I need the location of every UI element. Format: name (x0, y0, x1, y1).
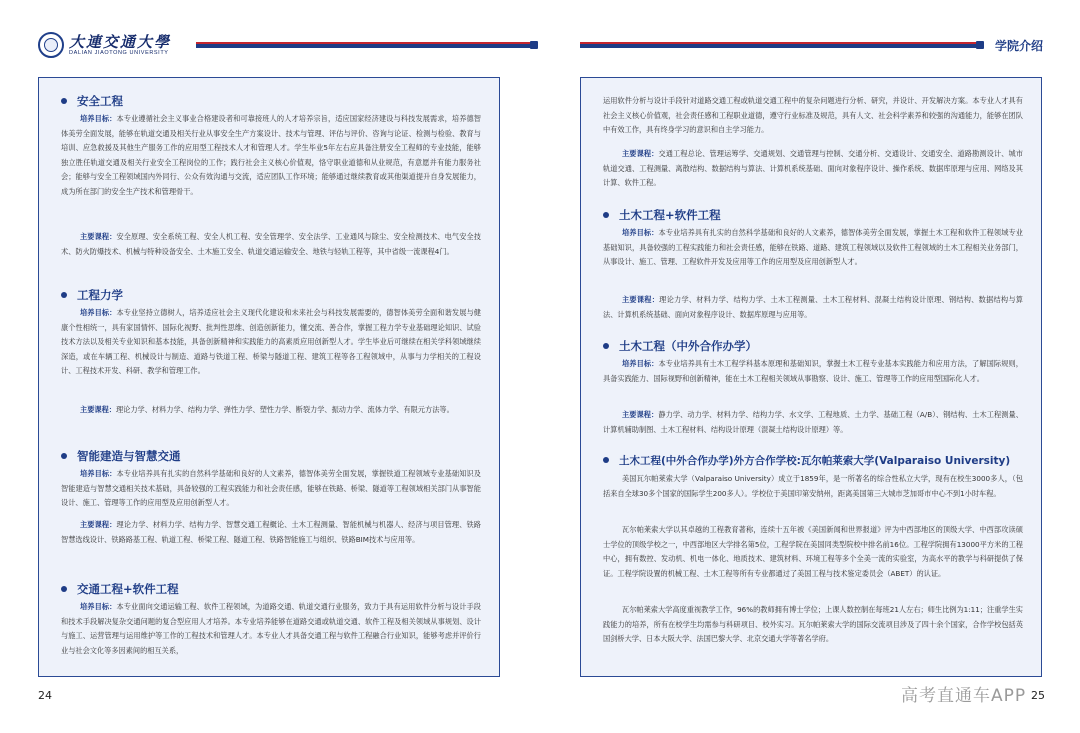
university-logo (38, 32, 171, 58)
paragraph-continuation: 运用软件分析与设计手段针对道路交通工程或轨道交通工程中的复杂问题进行分析、研究，并设计、开发解决方案。本专业人才具有社会主义核心价值观，社会责任感和工程职业道德，遵守行业标准及规范，具有人文、社会科学素养和较强的沟通能力，能够在团队中有效工作，具有终身学习的意识和自主学习能力。 (603, 96, 1023, 135)
logo-name-en: DALIAN JIAOTONG UNIVERSITY (69, 49, 169, 56)
paragraph-courses: 主要课程：交通工程总论、管理运筹学、交通规划、交通管理与控制、交通分析、交通设计、交通安全、道路勘测设计、城市轨道交通、工程测量、离散结构、数据结构与算法、计算机系统基础、面向对象程序设计、操作系统、数据库原理与应用、网络及其计算、软件工程。 (603, 149, 1023, 188)
header-stripe (196, 42, 532, 48)
bullet-icon (61, 453, 67, 459)
paragraph-goal: 培养目标：本专业面向交通运输工程、软件工程领域，为道路交通、轨道交通行业服务，致力于具有运用软件分析与设计手段和技术手段解决复杂交通问题的复合型应用人才培养。本专业培养能够在道路交通或轨道交通、软件工程及相关领域从事规划、设计与施工、运营管理与运用维护等工作的工程技术和管理人才。本专业人才具备交通工程与软件工程融合行业知识，能够考虑并评价行业与社会文化等多因素间的相互关系， (61, 602, 481, 655)
paragraph-valparaiso-engineering: 瓦尔帕莱索大学以其卓越的工程教育著称，连续十五年被《美国新闻和世界报道》评为中西部地区的顶级大学、中西部攻读硕士学位的顶级学校之一，中西部地区大学排名第5位，工程学院在美国同类型院校中排名前16位。工程学院拥有13000平方米的工程中心，拥有数控、发动机、机电一体化、地质技术、建筑材料、环境工程等多个全美一流的实验室，为高水平的教学与科研提供了保证。工程学院设置的机械工程、土木工程等所有专业都通过了美国工程与技术鉴定委员会（ABET）的认证。 (603, 525, 1023, 578)
paragraph-goal: 培养目标：本专业遵循社会主义事业合格建设者和可靠接班人的人才培养宗旨，适应国家经济建设与科技发展需求，培养德智体美劳全面发展，能够在轨道交通及相关行业从事安全生产方案设计、技术与管理、评估与评价、咨询与论证、检测与检验、教育与培训、应急救援及其他生产服务工作的应用型工程技术人才和管理人才。学生毕业5年左右应具备注册安全工程师的专业技能，能够独立胜任轨道交通及相关行业安全工程岗位的工作；践行社会主义核心价值观，恪守职业道德和从业规范，有意愿并有能力服务社会；能够与安全工程领域国内外同行、公众有效沟通与交流，适应团队工作环境；能够通过继续教育或其他渠道提升自身发展能力，成为所在部门的安全生产技术和管理骨干。 (61, 114, 481, 196)
paragraph-courses: 主要课程：静力学、动力学、材料力学、结构力学、水文学、工程地质、土力学、基础工程（A/B）、钢结构、土木工程测量、计算机辅助制图、土木工程材料、结构设计原理（混凝土结构设计原理）等。 (603, 410, 1023, 434)
paragraph-goal: 培养目标：本专业坚持立德树人，培养适应社会主义现代化建设和未来社会与科技发展需要的，德智体美劳全面和谐发展与健康个性相统一，具有家国情怀、国际化视野、批判性思维、创造创新能力，懂交流、善合作，掌握工程力学专业基础理论知识、试验技术方法以及相关专业知识和基本技能，具备创新精神和实践能力的高素质应用创新型人才。学生毕业后可继续在相关学科领域继续深造，或在车辆工程、机械设计与制造、道路与铁道工程、桥梁与隧道工程、建筑工程等各工程领域中，从事与力学相关的工程设计、工程技术开发、科研、教学和管理工作。 (61, 308, 481, 376)
paragraph-courses: 主要课程：理论力学、材料力学、结构力学、土木工程测量、土木工程材料、混凝土结构设计原理、钢结构、数据结构与算法、计算机系统基础、面向对象程序设计、数据库原理与应用等。 (603, 295, 1023, 319)
paragraph-valparaiso-intro: 美国瓦尔帕莱索大学（Valparaiso University）成立于1859年，是一所著名的综合性私立大学，现有在校生3000多人，（包括来自全球30多个国家的国际学生200多人）。学校位于美国印第安纳州，距离美国第三大城市芝加哥市中心不到1小时车程。 (603, 474, 1023, 498)
bullet-icon (603, 457, 609, 463)
bullet-icon (61, 586, 67, 592)
paragraph-courses: 主要课程：理论力学、材料力学、结构力学、智慧交通工程概论、土木工程测量、智能机械与机器人、经济与项目管理、铁路智慧选线设计、铁路路基工程、轨道工程、桥梁工程、隧道工程、铁路智能施工与组织、铁路BIM技术与应用等。 (61, 520, 481, 544)
paragraph-goal: 培养目标：本专业培养具有扎实的自然科学基础和良好的人文素养，德智体美劳全面发展，掌握铁道工程领域专业基础知识及智能建造与智慧交通相关技术基础，具备较强的工程实践能力和社会责任感，能够在铁路、桥梁、隧道等工程领域相关部门从事智能设计、施工、管理等工作的应用型及应用创新型人才。 (61, 469, 481, 508)
section-title-civil-joint: 土木工程（中外合作办学） (603, 338, 757, 354)
paragraph-goal: 培养目标：本专业培养具有土木工程学科基本原理和基础知识，掌握土木工程专业基本实践能力和应用方法，了解国际规则，具备实践能力、国际视野和创新精神，能在土木工程相关领域从事勘察、设计、施工、管理等工作的应用型国际化人才。 (603, 359, 1023, 383)
section-title-valparaiso: 土木工程(中外合作办学)外方合作学校:瓦尔帕莱索大学(Valparaiso University) (603, 453, 1010, 468)
stripe-end-mark (530, 41, 538, 49)
section-title-civil-software: 土木工程+软件工程 (603, 207, 721, 223)
section-title-traffic-software: 交通工程+软件工程 (61, 581, 179, 597)
bullet-icon (61, 292, 67, 298)
page-number-right: 25 (1031, 689, 1045, 702)
logo-name-cn: 大連交通大學 (69, 32, 172, 51)
content-panel-right (580, 77, 1042, 677)
bullet-icon (61, 98, 67, 104)
paragraph-valparaiso-teaching: 瓦尔帕莱索大学高度重视教学工作，96%的教师拥有博士学位；上课人数控制在每班21人左右；师生比例为1:11；注重学生实践能力的培养，所有在校学生均需参与科研项目、校外实习。瓦尔帕莱索大学的国际交流项目涉及了四十余个国家，合作学校包括英国剑桥大学、日本大阪大学、法国巴黎大学、北京交通大学等著名学府。 (603, 605, 1023, 644)
section-title-engineering-mechanics: 工程力学 (61, 287, 123, 303)
paragraph-courses: 主要课程：安全原理、安全系统工程、安全人机工程、安全管理学、安全法学、工业通风与除尘、安全检测技术、电气安全技术、防火防爆技术、机械与特种设备安全、土木施工安全、轨道交通运输安全、地铁与轻轨工程等，其中省级一流课程4门。 (61, 232, 481, 256)
right-page (540, 0, 1080, 733)
watermark-text: 高考直通车APP (901, 686, 1027, 706)
section-title-intelligent-construction: 智能建造与智慧交通 (61, 448, 181, 464)
paragraph-courses: 主要课程：理论力学、材料力学、结构力学、弹性力学、塑性力学、断裂力学、振动力学、流体力学、有限元方法等。 (80, 405, 454, 414)
content-panel-left (38, 77, 500, 677)
bullet-icon (603, 343, 609, 349)
bullet-icon (603, 212, 609, 218)
section-header: 学院介绍 (994, 39, 1043, 53)
page-number-left: 24 (38, 689, 52, 702)
paragraph-goal: 培养目标：本专业培养具有扎实的自然科学基础和良好的人文素养，德智体美劳全面发展，掌握土木工程和软件工程领域专业基础知识，具备较强的工程实践能力和社会责任感，能够在铁路、道路、建筑工程领域以及软件工程领域的土木工程相关业务部门，从事设计、施工、管理、工程软件开发及应用等工作的应用型及应用创新型人才。 (603, 228, 1023, 267)
stripe-end-mark (976, 41, 984, 49)
section-title-safety-engineering: 安全工程 (61, 93, 123, 109)
header-stripe (580, 42, 976, 48)
university-seal-icon (38, 32, 64, 58)
